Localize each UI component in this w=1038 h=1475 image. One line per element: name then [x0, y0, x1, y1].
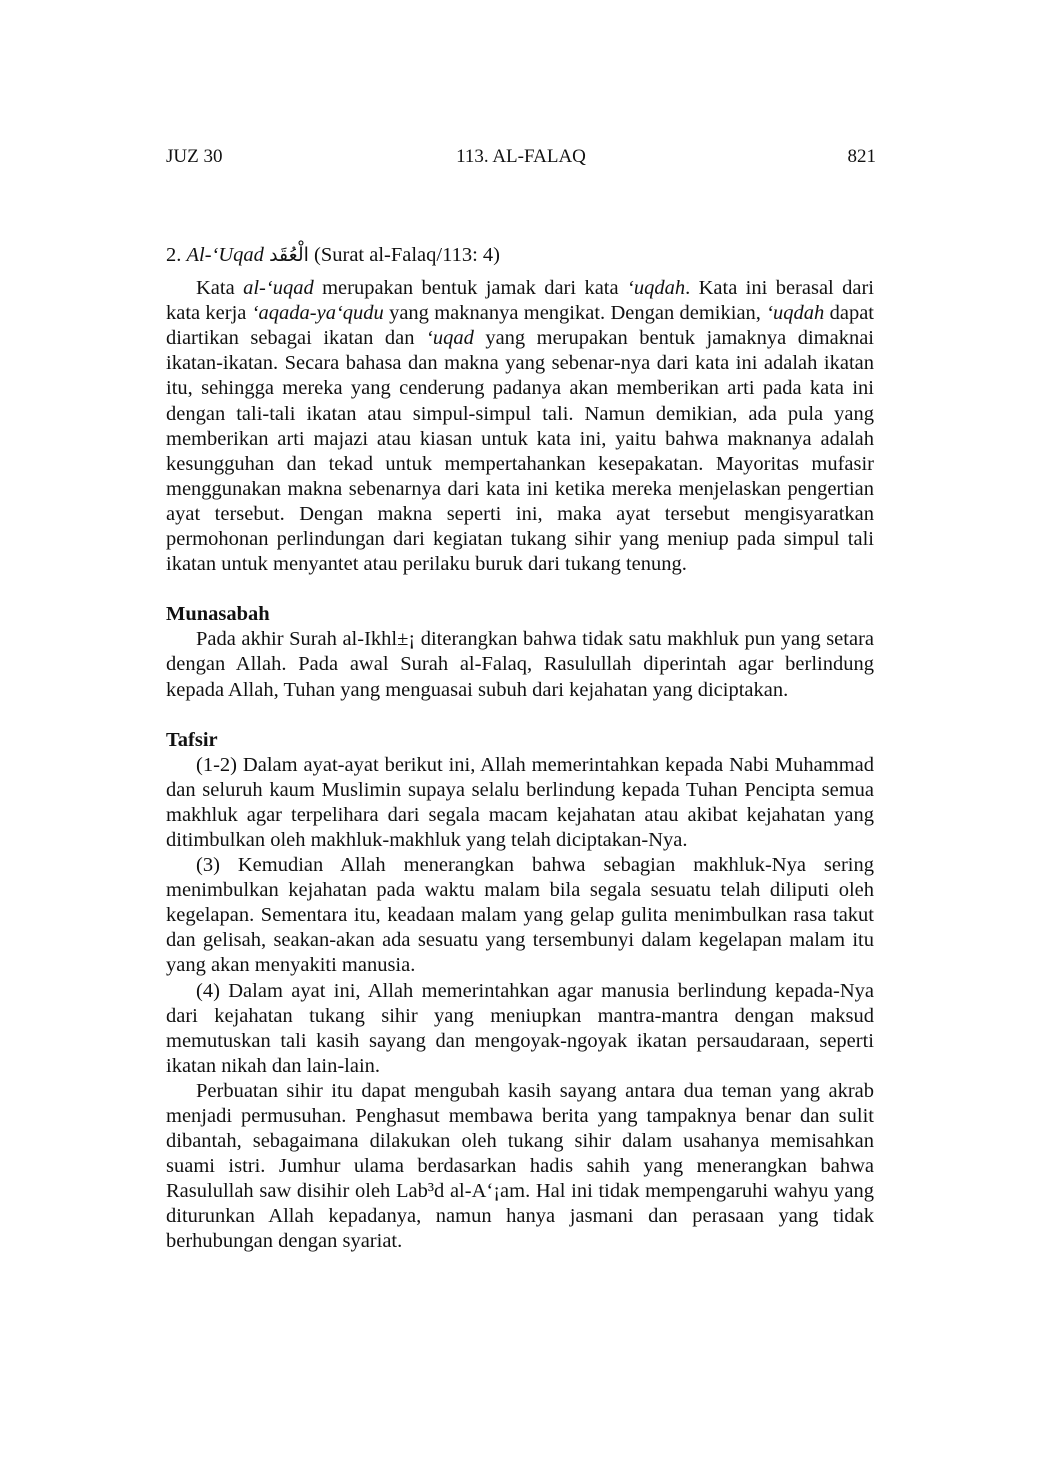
- juz-label: JUZ 30: [166, 146, 223, 167]
- surah-title: 113. AL-FALAQ: [456, 146, 586, 167]
- tafsir-paragraph: (3) Kemudian Allah menerangkan bahwa sebagian makhluk-Nya sering menimbulkan kejahatan pada waktu malam bila segala sesuatu telah diliputi oleh kegelapan. Sementara itu, keadaan malam yang gelap gulita menimbulkan rasa takut dan gelisah, seakan-akan ada sesuatu yang tersembunyi dalam kegelapan malam itu yang akan menyakiti manusia.: [166, 854, 874, 977]
- tafsir-paragraph: (4) Dalam ayat ini, Allah memerintahkan agar manusia berlindung kepada-Nya dari kejahatan tukang sihir yang meniupkan mantra-mantra dengan maksud memutuskan tali kasih sayang dan mengoyak-ngoyak ikatan persaudaraan, seperti ikatan nikah dan lain-lain.: [166, 979, 874, 1077]
- munasabah-heading: Munasabah: [166, 603, 270, 626]
- term-heading: [166, 243, 874, 268]
- tafsir-heading: Tafsir: [166, 728, 218, 751]
- term-paragraph: Kata al-‘uqad merupakan bentuk jamak dari kata ‘uqdah. Kata ini berasal dari kata kerja ‘aqada-ya‘qudu yang maknanya mengikat. Dengan demikian, ‘uqdah dapat diartikan sebagai ikatan dan ‘uqad yang merupakan bentuk jamaknya dimaknai ikatan-ikatan. Secara bahasa dan makna yang sebenar-nya dari kata ini adalah ikatan itu, sehingga mereka yang cenderung padanya akan memberikan arti pada kata ini dengan tali-tali ikatan atau simpul-simpul tali. Namun demikian, ada pula yang memberikan arti majazi atau kiasan untuk kata ini, yaitu bahwa maknanya adalah kesungguhan dan tekad untuk mempertahankan kesepakatan. Mayoritas mufasir menggunakan makna sebenarnya dari kata ini ketika mereka menjelaskan pengertian ayat tersebut. Dengan makna seperti ini, maka ayat tersebut mengisyaratkan permohonan perlindungan dari kegiatan tukang sihir yang meniup pada simpul tali ikatan untuk menyantet atau perilaku buruk dari tukang tenung.: [166, 277, 875, 576]
- tafsir-paragraph: (1-2) Dalam ayat-ayat berikut ini, Allah memerintahkan kepada Nabi Muhammad dan seluruh kaum Muslimin supaya selalu berlindung kepada Tuhan Pencipta semua makhluk agar terpelihara dari segala macam kejahatan atau akibat kejahatan yang ditimbulkan oleh makhluk-makhluk yang telah diciptakan-Nya.: [166, 753, 874, 851]
- page-body: [166, 243, 874, 1255]
- term-number: 2.: [166, 244, 182, 266]
- running-header: [166, 146, 876, 176]
- term-reference: (Surat al-Falaq/113: 4): [314, 244, 500, 266]
- munasabah-paragraph: Pada akhir Surah al-Ikhl±¡ diterangkan bahwa tidak satu makhluk pun yang setara dengan Allah. Pada awal Surah al-Falaq, Rasulullah diperintah agar berlindung kepada Allah, Tuhan yang menguasai subuh dari kejahatan yang diciptakan.: [166, 628, 874, 701]
- tafsir-paragraph: Perbuatan sihir itu dapat mengubah kasih sayang antara dua teman yang akrab menjadi permusuhan. Penghasut membawa berita yang tampaknya benar dan sulit dibantah, sebagaimana dilakukan oleh tukang sihir dalam usahanya memisahkan suami istri. Jumhur ulama berdasarkan hadis sahih yang menerangkan bahwa Rasulullah saw disihir oleh Lab³d al-A‘¡am. Hal ini tidak mempengaruhi wahyu yang diturunkan Allah kepadanya, namun hanya jasmani dan perasaan yang tidak berhubungan dengan syariat.: [166, 1079, 874, 1253]
- term-name: Al-‘Uqad: [186, 244, 264, 266]
- page-number: 821: [847, 146, 876, 167]
- term-arabic: الْعُقَد: [269, 244, 309, 266]
